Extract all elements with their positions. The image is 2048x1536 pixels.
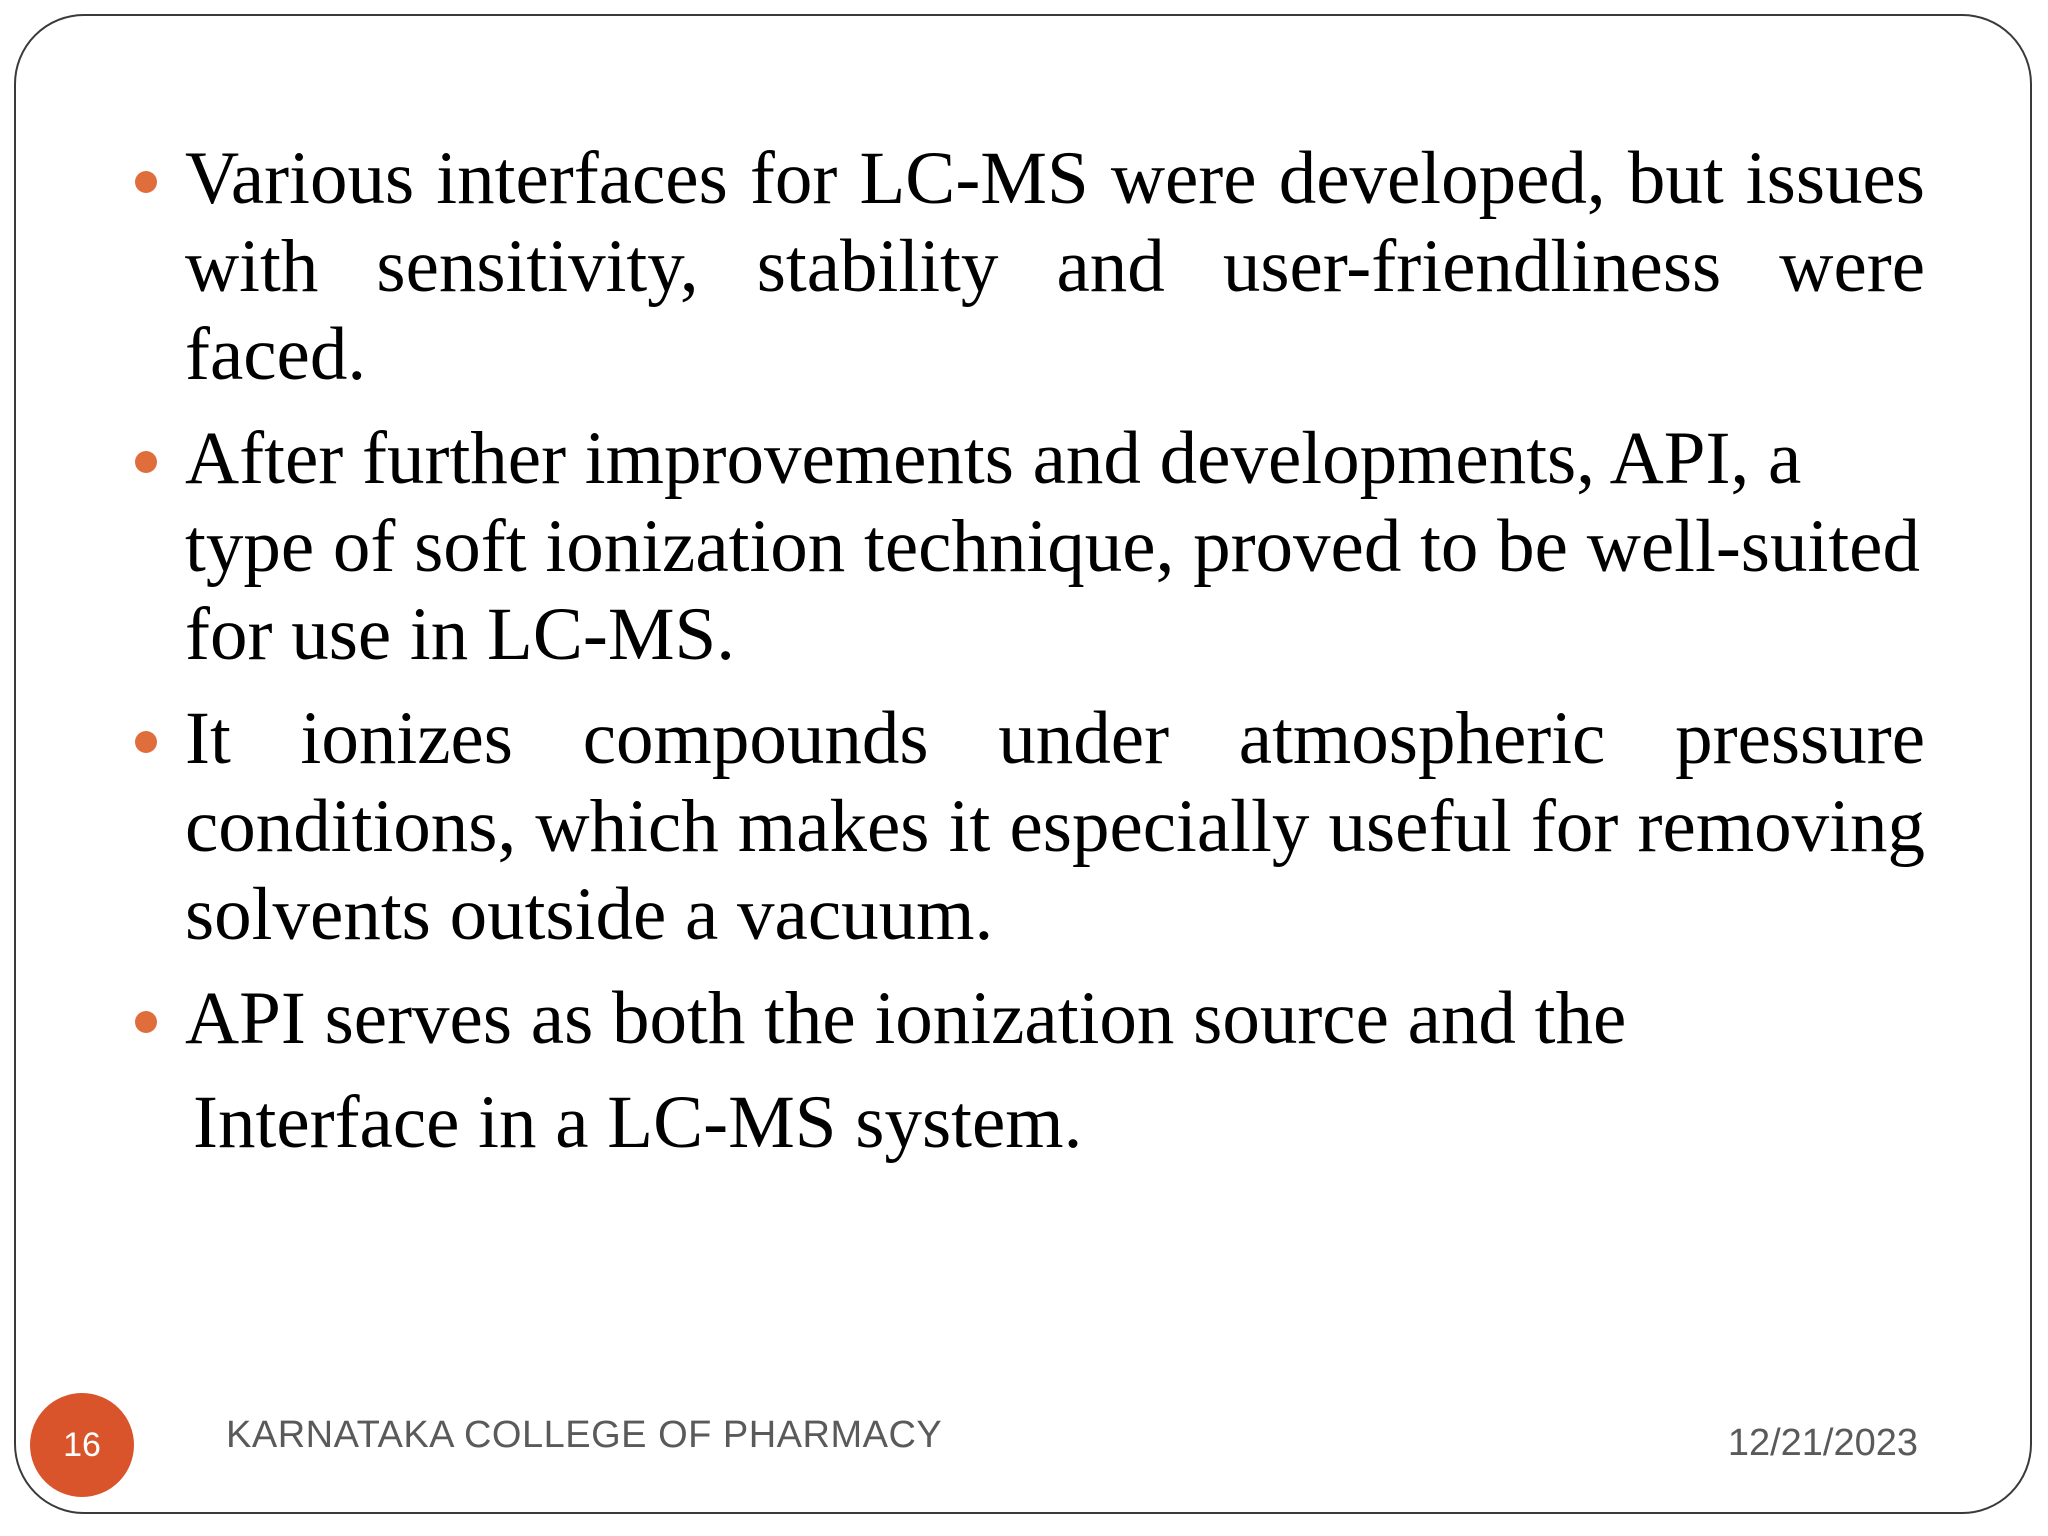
bullet-text-4: API serves as both the ionization source and the	[185, 977, 1627, 1060]
footer-organization: KARNATAKA COLLEGE OF PHARMACY	[226, 1414, 943, 1456]
bullet-dot-icon	[135, 1011, 157, 1033]
bullet-item-3	[135, 695, 1925, 959]
footer-date: 12/21/2023	[1727, 1422, 1918, 1464]
bullet-text-1: Various interfaces for LC-MS were developed, but issues with sensitivity, stability and user-friendliness were faced.	[185, 137, 1925, 396]
bullet-text-2: After further improvements and developments, API, a type of soft ionization technique, proved to be well-suited for use in LC-MS.	[185, 417, 1920, 676]
page-number-badge: 16	[30, 1393, 134, 1497]
bullet-item-2	[135, 415, 1925, 679]
bullet-item-1	[135, 135, 1925, 399]
slide-content	[135, 135, 1925, 1167]
bullet-text-3: It ionizes compounds under atmospheric pressure conditions, which makes it especially useful for removing solvents outside a vacuum.	[185, 697, 1925, 956]
bullet-item-4	[135, 975, 1925, 1063]
bullet-dot-icon	[135, 731, 157, 753]
bullet-dot-icon	[135, 171, 157, 193]
bullet-continuation: Interface in a LC-MS system.	[193, 1081, 1083, 1164]
bullet-dot-icon	[135, 451, 157, 473]
